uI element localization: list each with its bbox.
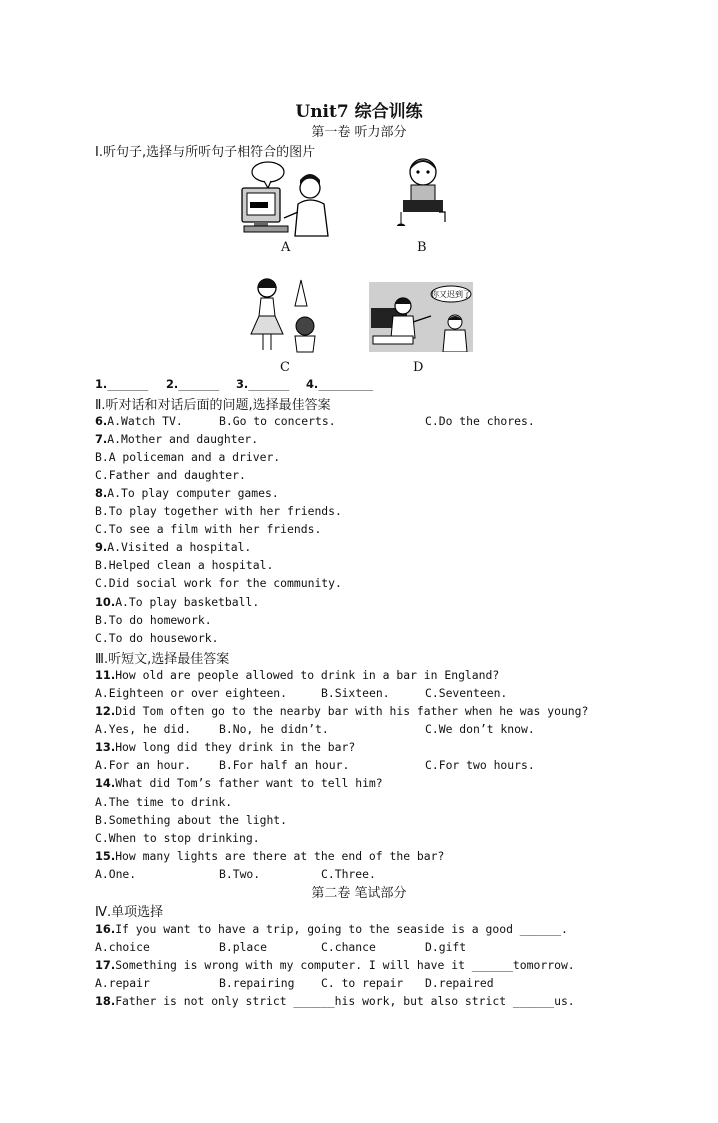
volume-two-heading: 第二卷 笔试部分	[311, 886, 407, 901]
question-13: 13.How long did they drink in the bar?	[95, 740, 356, 754]
question-7-option-c: C.Father and daughter.	[95, 468, 246, 482]
question-10-option-b: B.To do homework.	[95, 613, 212, 627]
question-8-option-b: B.To play together with her friends.	[95, 504, 342, 518]
exam-page: Unit7 综合训练 第一卷 听力部分 Ⅰ.听句子,选择与所听句子相符合的图片 A B C 你又迟到了 D 1.______ 2.______ 3.______ 4.________ Ⅱ.听对话和对话后面的问题,选择最佳答案 6.A.Watch TV. B.Go to concerts. C.Do the chores. 7.A.Mother and daughter. B.A policeman and a driver. C.Father and daughter. 8.A.To play computer games. B.To play together with her friends. C.To see a film with her friends. 9.A.Visited a hospital. B.Helped clean a hospital. C.Did social work for the community. 10.A.To play basketball. B.To do homework. C.To do housework. Ⅲ.听短文,选择最佳答案 11.How old are people allowed to drink in a bar in England? A.Eighteen or over eighteen. B.Sixteen. C.Seventeen. 12.Did Tom often go to the nearby bar with his father when he was young? A.Yes, he did. B.No, he didn’t. C.We don’t know. 13.How long did they drink in the bar? A.For an hour. B.For half an hour. C.For two hours. 14.What did Tom’s father want to tell him? A.The time to drink. B.Something about the light. C.When to stop drinking. 15.How many lights are there at the end of the bar? A.One. B.Two. C.Three. 第二卷 笔试部分 Ⅳ.单项选择 16.If you want to have a trip, going to the seaside is a good ______. A.choice B.place C.chance D.gift 17.Something is wrong with my computer. I will have it ______tomorrow. A.repair B.repairing C. to repair D.repaired 18.Father is not only strict ______his work, but also strict ______us.	[0, 0, 718, 1123]
question-12: 12.Did Tom often go to the nearby bar with his father when he was young?	[95, 704, 589, 718]
question-7-option-b: B.A policeman and a driver.	[95, 450, 281, 464]
section-3-heading: Ⅲ.听短文,选择最佳答案	[95, 652, 230, 667]
answer-blank-2[interactable]: ______	[178, 377, 220, 391]
question-15: 15.How many lights are there at the end of the bar?	[95, 849, 445, 863]
question-8: 8.A.To play computer games.	[95, 486, 279, 500]
question-17: 17.Something is wrong with my computer. I will have it ______tomorrow.	[95, 958, 575, 972]
question-14-option-a: A.The time to drink.	[95, 795, 233, 809]
picture-d-label: D	[413, 360, 424, 375]
question-10: 10.A.To play basketball.	[95, 595, 260, 609]
picture-c-label: C	[280, 360, 290, 375]
picture-b	[393, 156, 453, 226]
question-7: 7.A.Mother and daughter.	[95, 432, 259, 446]
section-1-heading: Ⅰ.听句子,选择与所听句子相符合的图片	[95, 145, 316, 160]
picture-b-label: B	[417, 240, 427, 255]
answer-blank-4[interactable]: ________	[318, 377, 374, 391]
picture-d-bubble: 你又迟到了	[431, 290, 471, 299]
picture-d	[369, 282, 473, 352]
question-16: 16.If you want to have a trip, going to the seaside is a good ______.	[95, 922, 568, 936]
answer-blank-1[interactable]: ______	[107, 377, 149, 391]
question-18: 18.Father is not only strict ______his work, but also strict ______us.	[95, 994, 575, 1008]
question-14-option-c: C.When to stop drinking.	[95, 831, 260, 845]
question-14-option-b: B.Something about the light.	[95, 813, 288, 827]
question-8-option-c: C.To see a film with her friends.	[95, 522, 322, 536]
question-9-option-c: C.Did social work for the community.	[95, 576, 342, 590]
question-10-option-c: C.To do housework.	[95, 631, 219, 645]
question-9: 9.A.Visited a hospital.	[95, 540, 252, 554]
volume-one-heading: 第一卷 听力部分	[311, 125, 407, 140]
picture-c	[245, 276, 325, 356]
question-9-option-b: B.Helped clean a hospital.	[95, 558, 274, 572]
question-11: 11.How old are people allowed to drink in a bar in England?	[95, 668, 500, 682]
answer-blank-3[interactable]: ______	[248, 377, 290, 391]
picture-a-label: A	[281, 240, 291, 255]
question-14: 14.What did Tom’s father want to tell him?	[95, 776, 383, 790]
section-2-heading: Ⅱ.听对话和对话后面的问题,选择最佳答案	[95, 398, 331, 413]
picture-a	[240, 158, 332, 238]
page-title: Unit7 综合训练	[295, 102, 423, 122]
section-4-heading: Ⅳ.单项选择	[95, 905, 164, 920]
